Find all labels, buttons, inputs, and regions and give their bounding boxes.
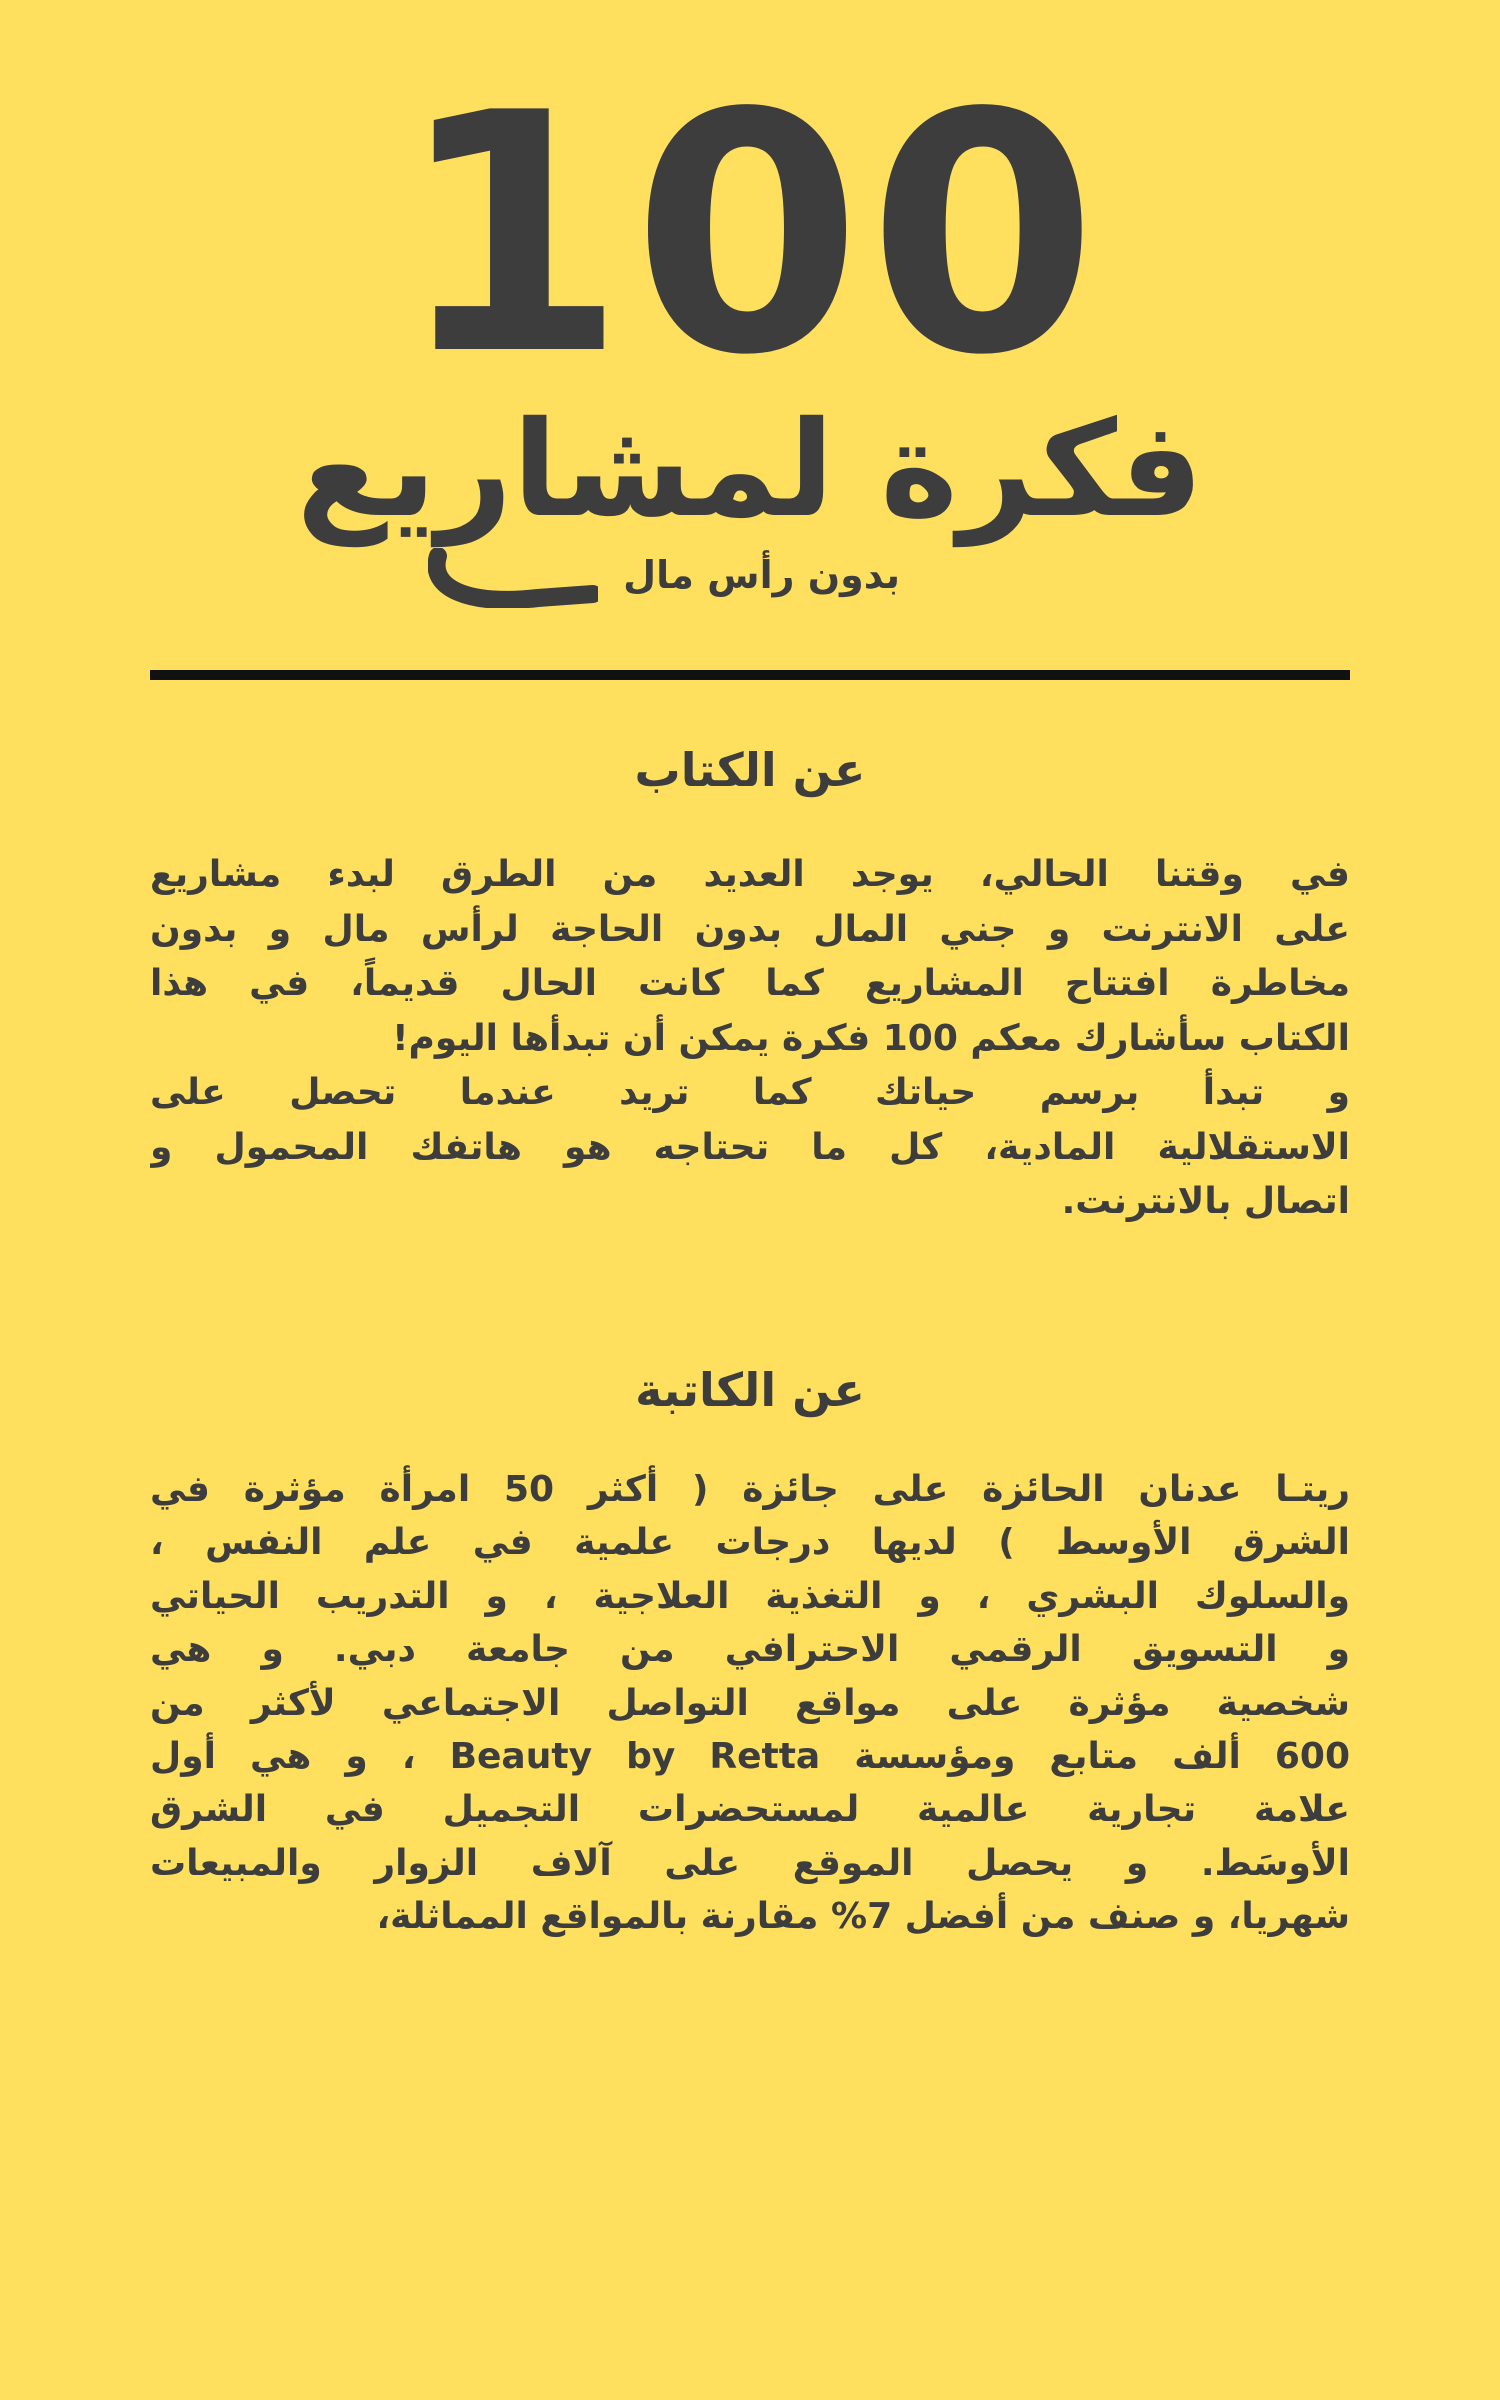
cover-number: 100 xyxy=(396,43,1104,427)
about-author-line: علامة تجارية عالمية لمستحضرات التجميل في الشرق xyxy=(150,1789,1350,1831)
about-author-line: شخصية مؤثرة على مواقع التواصل الاجتماعي لأكثر من xyxy=(150,1682,1350,1724)
about-author-heading: عن الكاتبة xyxy=(635,1363,865,1417)
cover-subtitle: بدون رأس مال xyxy=(623,553,900,597)
about-author-line: والسلوك البشري ، و التغذية العلاجية ، و التدريب الحياتي xyxy=(150,1575,1350,1617)
about-book-heading: عن الكتاب xyxy=(634,743,866,797)
divider-line xyxy=(150,670,1350,680)
about-book-line: الكتاب سأشارك معكم 100 فكرة يمكن أن تبدأها اليوم! xyxy=(392,1017,1350,1059)
about-book-line: في وقتنا الحالي، يوجد العديد من الطرق لبدء مشاريع xyxy=(150,854,1350,895)
about-book-line: على الانترنت و جني المال بدون الحاجة لرأس مال و بدون xyxy=(150,908,1350,950)
about-author-line: 600 ألف متابع ومؤسسة Beauty by Retta ، و هي أول xyxy=(150,1735,1350,1777)
about-book-line: و تبدأ برسم حياتك كما تريد عندما تحصل على xyxy=(150,1072,1350,1113)
about-author-line: و التسويق الرقمي الاحترافي من جامعة دبي. و هي xyxy=(150,1629,1350,1671)
about-author-line: شهريا، و صنف من أفضل 7% مقارنة بالمواقع المماثلة، xyxy=(376,1896,1350,1938)
about-author-paragraph xyxy=(150,1463,1350,1944)
about-book-line: الاستقلالية المادية، كل ما تحتاجه هو هاتفك المحمول و xyxy=(150,1126,1350,1168)
about-book-line: مخاطرة افتتاح المشاريع كما كانت الحال قديماً، في هذا xyxy=(150,963,1350,1004)
cover-title: فكرة لمشاريع xyxy=(296,393,1204,547)
about-author-line: ريتـا عدنان الحائزة على جائزة ( أكثر 50 امرأة مؤثرة في xyxy=(150,1469,1350,1510)
about-book-paragraph xyxy=(150,848,1350,1230)
about-book-line: اتصال بالانترنت. xyxy=(1061,1181,1350,1222)
title-swash-decoration xyxy=(428,548,598,608)
about-author-line: الشرق الأوسط ) لديها درجات علمية في علم النفس ، xyxy=(150,1522,1350,1564)
about-author-line: الأوسَط. و يحصل الموقع على آلاف الزوار والمبيعات xyxy=(150,1842,1350,1884)
